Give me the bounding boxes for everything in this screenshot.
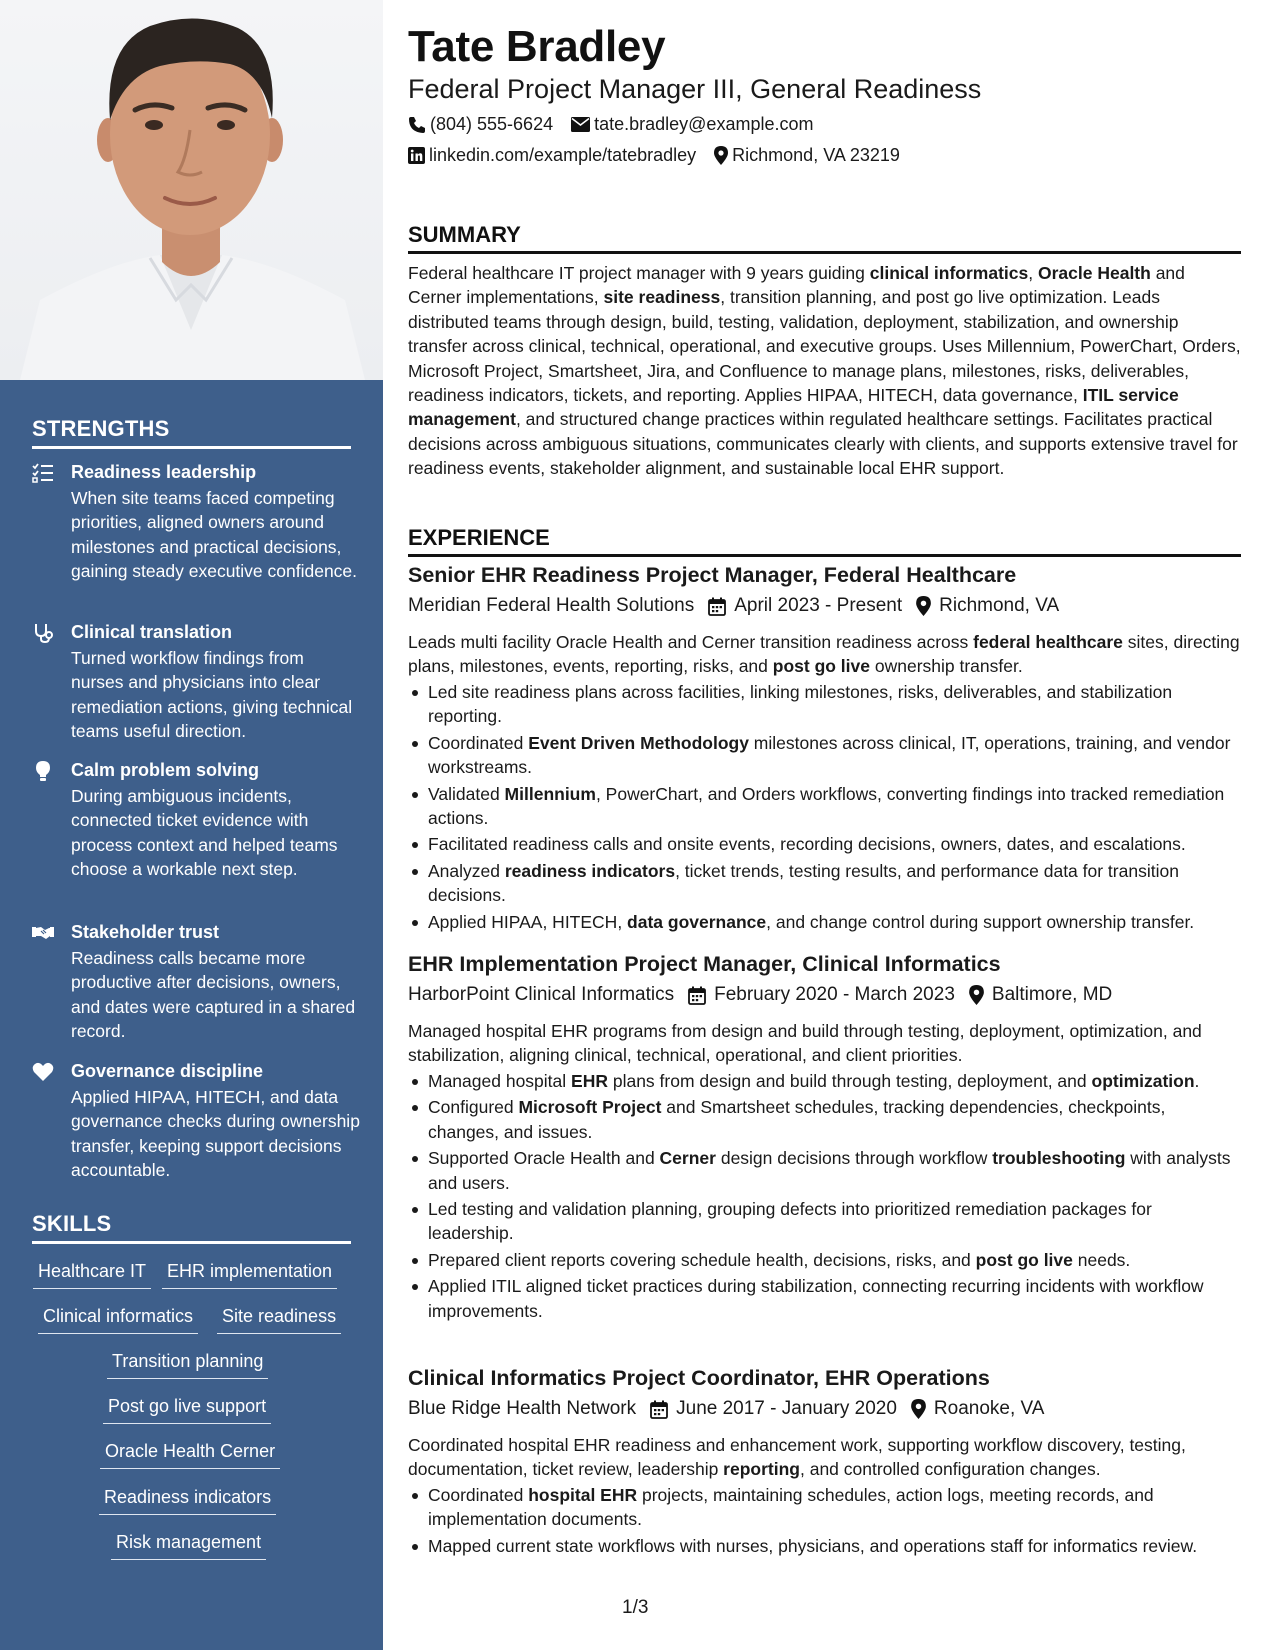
experience-title: EXPERIENCE [408, 525, 550, 550]
summary-title: SUMMARY [408, 222, 521, 247]
skill-tag: Healthcare IT [33, 1259, 151, 1289]
profile-photo [0, 0, 383, 380]
job-dates: April 2023 - Present [734, 595, 903, 616]
job-summary: Coordinated hospital EHR readiness and enhancement work, supporting workflow discovery, testing, documentation, ticket review, leadership reporting, and controlled configuration changes. [408, 1435, 1186, 1480]
heart-icon [32, 1061, 54, 1083]
job-summary: Managed hospital EHR programs from design and build through testing, deployment, optimization, and stabilization, aligning clinical, technical, operational, and client priorities. [408, 1021, 1202, 1066]
bold-keyword: Event Driven Methodology [528, 732, 749, 753]
candidate-name: Tate Bradley [408, 22, 666, 71]
skill-tag: EHR implementation [162, 1259, 337, 1289]
skill-tag: Transition planning [107, 1349, 268, 1379]
skill-tag: Risk management [111, 1530, 266, 1560]
contact-row [408, 145, 918, 166]
strength-title: Readiness leadership [71, 462, 257, 482]
job-company: Meridian Federal Health Solutions [408, 595, 695, 616]
job-title: Senior EHR Readiness Project Manager, Federal Healthcare [408, 563, 1017, 587]
lightbulb-icon [32, 760, 54, 782]
bold-keyword: Microsoft Project [518, 1097, 662, 1118]
job-meta [408, 1398, 1044, 1420]
bullet-item: Mapped current state workflows with nurses, physicians, and operations staff for informatics review. [408, 1534, 1241, 1558]
bullet-item: Facilitated readiness calls and onsite events, recording decisions, owners, dates, and escalations. [408, 832, 1241, 856]
bullet-item: Configured Microsoft Project and Smartsheet schedules, tracking dependencies, checkpoints, changes, and issues. [408, 1095, 1241, 1144]
job-bullets [408, 680, 1241, 936]
bullet-item: Applied HIPAA, HITECH, data governance, and change control during support ownership transfer. [408, 910, 1241, 934]
bold-keyword: EHR [571, 1071, 608, 1091]
calendar-icon [708, 597, 726, 616]
strength-title: Stakeholder trust [71, 922, 220, 942]
phone-text: (804) 555-6624 [430, 114, 554, 134]
calendar-icon [650, 1400, 668, 1419]
phone-contact [408, 114, 553, 135]
bold-keyword: troubleshooting [992, 1148, 1126, 1169]
job-company: HarborPoint Clinical Informatics [408, 984, 675, 1005]
email-text: tate.bradley@example.com [594, 114, 814, 134]
bold-keyword: post go live [772, 656, 870, 677]
strength-description: Applied HIPAA, HITECH, and data governance checks during ownership transfer, keeping support decisions accountable. [71, 1087, 360, 1181]
linkedin-text: linkedin.com/example/tatebradley [429, 145, 697, 165]
bullet-item: Coordinated Event Driven Methodology milestones across clinical, IT, operations, training, and vendor workstreams. [408, 731, 1241, 780]
summary-rule [408, 251, 1241, 254]
bold-keyword: ITIL service management [408, 385, 1179, 430]
strength-title: Governance discipline [71, 1061, 264, 1081]
bold-keyword: hospital EHR [528, 1485, 638, 1505]
strengths-title: STRENGTHS [32, 416, 170, 441]
skill-tag: Readiness indicators [99, 1485, 276, 1515]
bullet-item: Analyzed readiness indicators, ticket trends, testing results, and performance data for transition decisions. [408, 859, 1241, 908]
job-bullets [408, 1069, 1241, 1325]
strength-title: Calm problem solving [71, 760, 260, 780]
linkedin-contact[interactable] [408, 145, 696, 166]
bullet-item: Coordinated hospital EHR projects, maintaining schedules, action logs, meeting records, and implementation documents. [408, 1483, 1241, 1532]
job-title: EHR Implementation Project Manager, Clinical Informatics [408, 952, 1001, 976]
bullet-item: Managed hospital EHR plans from design and build through testing, deployment, and optimization. [408, 1069, 1241, 1093]
contact-row [408, 114, 831, 135]
bullet-item: Led testing and validation planning, grouping defects into prioritized remediation packages for leadership. [408, 1197, 1241, 1246]
job-title: Clinical Informatics Project Coordinator, EHR Operations [408, 1366, 990, 1390]
job-location: Baltimore, MD [991, 984, 1113, 1005]
bold-keyword: readiness indicators [504, 860, 676, 881]
stethoscope-icon [32, 622, 54, 644]
summary-text: Federal healthcare IT project manager with 9 years guiding clinical informatics, Oracle Health and Cerner implementations, site readiness, transition planning, and post go live optimization. Leads distributed teams through design, build, testing, validation, deployment, stabilization, and ownership transfer across clinical, technical, operational, and executive groups. Uses Millennium, PowerChart, Orders, Microsoft Project, Smartsheet, Jira, and Confluence to manage plans, milestones, risks, deliverables, readiness indicators, tickets, and reporting. Applies HIPAA, HITECH, data governance, ITIL service management, and structured change practices within regulated healthcare settings. Facilitates practical decisions across ambiguous situations, communicates clearly with clients, and supports extensive travel for readiness events, stakeholder alignment, and sustainable local EHR support. [408, 263, 1241, 479]
bold-keyword: Millennium [504, 783, 596, 804]
bold-keyword: optimization [1091, 1071, 1195, 1091]
bold-keyword: clinical informatics [869, 263, 1029, 283]
job-company: Blue Ridge Health Network [408, 1398, 637, 1419]
handshake-icon [32, 922, 54, 944]
map-pin-icon [911, 1399, 926, 1419]
bold-keyword: Cerner [659, 1148, 716, 1169]
skill-tag: Site readiness [217, 1304, 341, 1334]
map-pin-icon [714, 146, 728, 165]
candidate-headline: Federal Project Manager III, General Readiness [408, 74, 982, 104]
bold-keyword: Oracle Health [1038, 263, 1151, 283]
phone-icon [408, 116, 426, 134]
job-location: Roanoke, VA [933, 1398, 1045, 1419]
bold-keyword: site readiness [603, 287, 721, 308]
skills-title: SKILLS [32, 1211, 112, 1236]
strengths-rule [32, 446, 351, 449]
job-bullets [408, 1483, 1241, 1560]
map-pin-icon [969, 985, 984, 1005]
calendar-icon [688, 986, 706, 1005]
location-text: Richmond, VA 23219 [732, 145, 900, 165]
strength-description: During ambiguous incidents, connected ticket evidence with process context and helped teams choose a workable next step. [71, 786, 338, 880]
linkedin-icon [408, 147, 425, 164]
strength-description: Turned workflow findings from nurses and physicians into clear remediation actions, giving technical teams useful direction. [71, 648, 353, 742]
bullet-item: Validated Millennium, PowerChart, and Orders workflows, converting findings into tracked remediation actions. [408, 782, 1241, 831]
bold-keyword: post go live [975, 1249, 1073, 1270]
bold-keyword: data governance [627, 911, 767, 932]
bullet-item: Prepared client reports covering schedule health, decisions, risks, and post go live needs. [408, 1248, 1241, 1272]
bullet-item: Applied ITIL aligned ticket practices during stabilization, connecting recurring incidents with workflow improvements. [408, 1274, 1241, 1323]
job-summary: Leads multi facility Oracle Health and Cerner transition readiness across federal healthcare sites, directing plans, milestones, events, reporting, risks, and post go live ownership transfer. [408, 632, 1240, 677]
bold-keyword: federal healthcare [973, 632, 1123, 652]
job-meta [408, 984, 1112, 1006]
bullet-item: Supported Oracle Health and Cerner design decisions through workflow troubleshooting with analysts and users. [408, 1146, 1241, 1195]
bullet-item: Led site readiness plans across facilities, linking milestones, risks, deliverables, and stabilization reporting. [408, 680, 1241, 729]
strength-description: Readiness calls became more productive after decisions, owners, and dates were captured in a shared record. [71, 948, 356, 1042]
skill-tag: Oracle Health Cerner [100, 1439, 280, 1469]
email-contact[interactable] [571, 114, 813, 135]
email-icon [571, 117, 590, 132]
job-dates: February 2020 - March 2023 [714, 984, 955, 1005]
map-pin-icon [916, 596, 931, 616]
skill-tag: Clinical informatics [38, 1304, 198, 1334]
job-dates: June 2017 - January 2020 [676, 1398, 897, 1419]
location-contact [714, 145, 900, 166]
page-number: 1/3 [622, 1597, 649, 1618]
strength-title: Clinical translation [71, 622, 233, 642]
skill-tag: Post go live support [103, 1394, 271, 1424]
job-location: Richmond, VA [939, 595, 1060, 616]
strength-description: When site teams faced competing priorities, aligned owners around milestones and practical decisions, gaining steady executive confidence. [71, 488, 358, 582]
sidebar [0, 0, 383, 1650]
job-meta [408, 595, 1059, 617]
experience-rule [408, 554, 1241, 557]
bold-keyword: reporting [723, 1459, 800, 1480]
skills-rule [32, 1241, 351, 1244]
checklist-icon [32, 462, 54, 484]
